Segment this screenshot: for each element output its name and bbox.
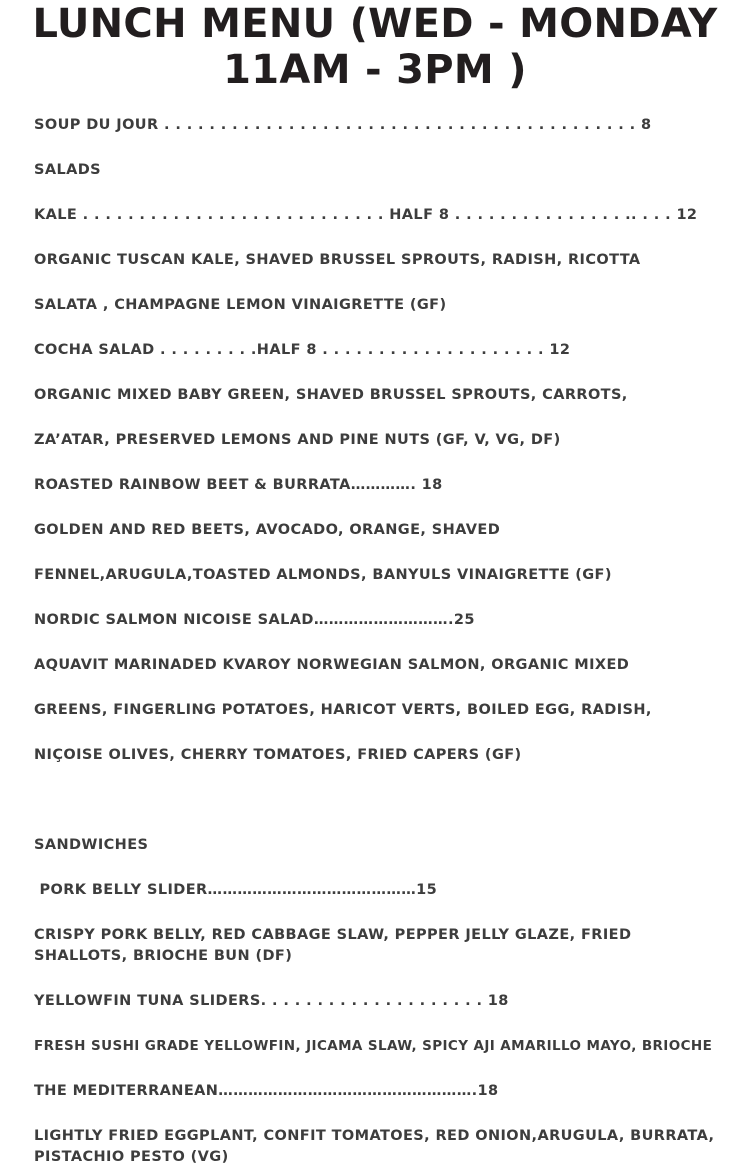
menu-item-description: AQUAVIT MARINADED KVAROY NORWEGIAN SALMON, ORGANIC MIXED — [34, 657, 630, 673]
menu-item-description: GOLDEN AND RED BEETS, AVOCADO, ORANGE, SHAVED — [34, 522, 501, 538]
menu-item-beet-burrata: ROASTED RAINBOW BEET & BURRATA…………. 18 — [34, 477, 443, 493]
menu-item-description: NIÇOISE OLIVES, CHERRY TOMATOES, FRIED CAPERS (GF) — [34, 747, 522, 763]
menu-item-kale: KALE . . . . . . . . . . . . . . . . . . . . . . . . . . . HALF 8 . . . . . . . . . . . . . . . .. . . . 12 — [34, 207, 698, 223]
menu-item-description: SALATA , CHAMPAGNE LEMON VINAIGRETTE (GF) — [34, 297, 447, 313]
menu-item-description: FENNEL,ARUGULA,TOASTED ALMONDS, BANYULS VINAIGRETTE (GF) — [34, 567, 612, 583]
title-line-1: LUNCH MENU (WED - MONDAY — [32, 1, 718, 47]
menu-item-description: ORGANIC MIXED BABY GREEN, SHAVED BRUSSEL SPROUTS, CARROTS, — [34, 387, 628, 403]
section-heading-sandwiches: SANDWICHES — [34, 837, 149, 853]
menu-item-description: FRESH SUSHI GRADE YELLOWFIN, JICAMA SLAW, SPICY AJI AMARILLO MAYO, BRIOCHE — [34, 1038, 713, 1054]
menu-item-cocha-salad: COCHA SALAD . . . . . . . . .HALF 8 . . . . . . . . . . . . . . . . . . . . 12 — [34, 342, 571, 358]
menu-item-soup: SOUP DU JOUR . . . . . . . . . . . . . . . . . . . . . . . . . . . . . . . . . . . . . . . . . . 8 — [34, 117, 652, 133]
menu-item-pork-belly-slider: PORK BELLY SLIDER……………………………………15 — [34, 882, 438, 898]
menu-item-salmon-nicoise: NORDIC SALMON NICOISE SALAD……………………….25 — [34, 612, 475, 628]
menu-item-description: ZA’ATAR, PRESERVED LEMONS AND PINE NUTS (GF, V, VG, DF) — [34, 432, 561, 448]
page-title — [0, 0, 750, 93]
menu-item-description: ORGANIC TUSCAN KALE, SHAVED BRUSSEL SPROUTS, RADISH, RICOTTA — [34, 252, 641, 268]
title-line-2: 11AM - 3PM ) — [223, 47, 527, 93]
menu-item-description: CRISPY PORK BELLY, RED CABBAGE SLAW, PEPPER JELLY GLAZE, FRIED SHALLOTS, BRIOCHE BUN (DF) — [34, 927, 632, 964]
section-heading-salads: SALADS — [34, 162, 102, 178]
menu-item-mediterranean: THE MEDITERRANEAN…………………………………………….18 — [34, 1083, 499, 1099]
menu-item-description: LIGHTLY FRIED EGGPLANT, CONFIT TOMATOES, RED ONION,ARUGULA, BURRATA, PISTACHIO PESTO (VG) — [34, 1128, 715, 1165]
menu-item-tuna-sliders: YELLOWFIN TUNA SLIDERS. . . . . . . . . . . . . . . . . . . . 18 — [34, 993, 509, 1009]
menu-item-description: GREENS, FINGERLING POTATOES, HARICOT VERTS, BOILED EGG, RADISH, — [34, 702, 652, 718]
